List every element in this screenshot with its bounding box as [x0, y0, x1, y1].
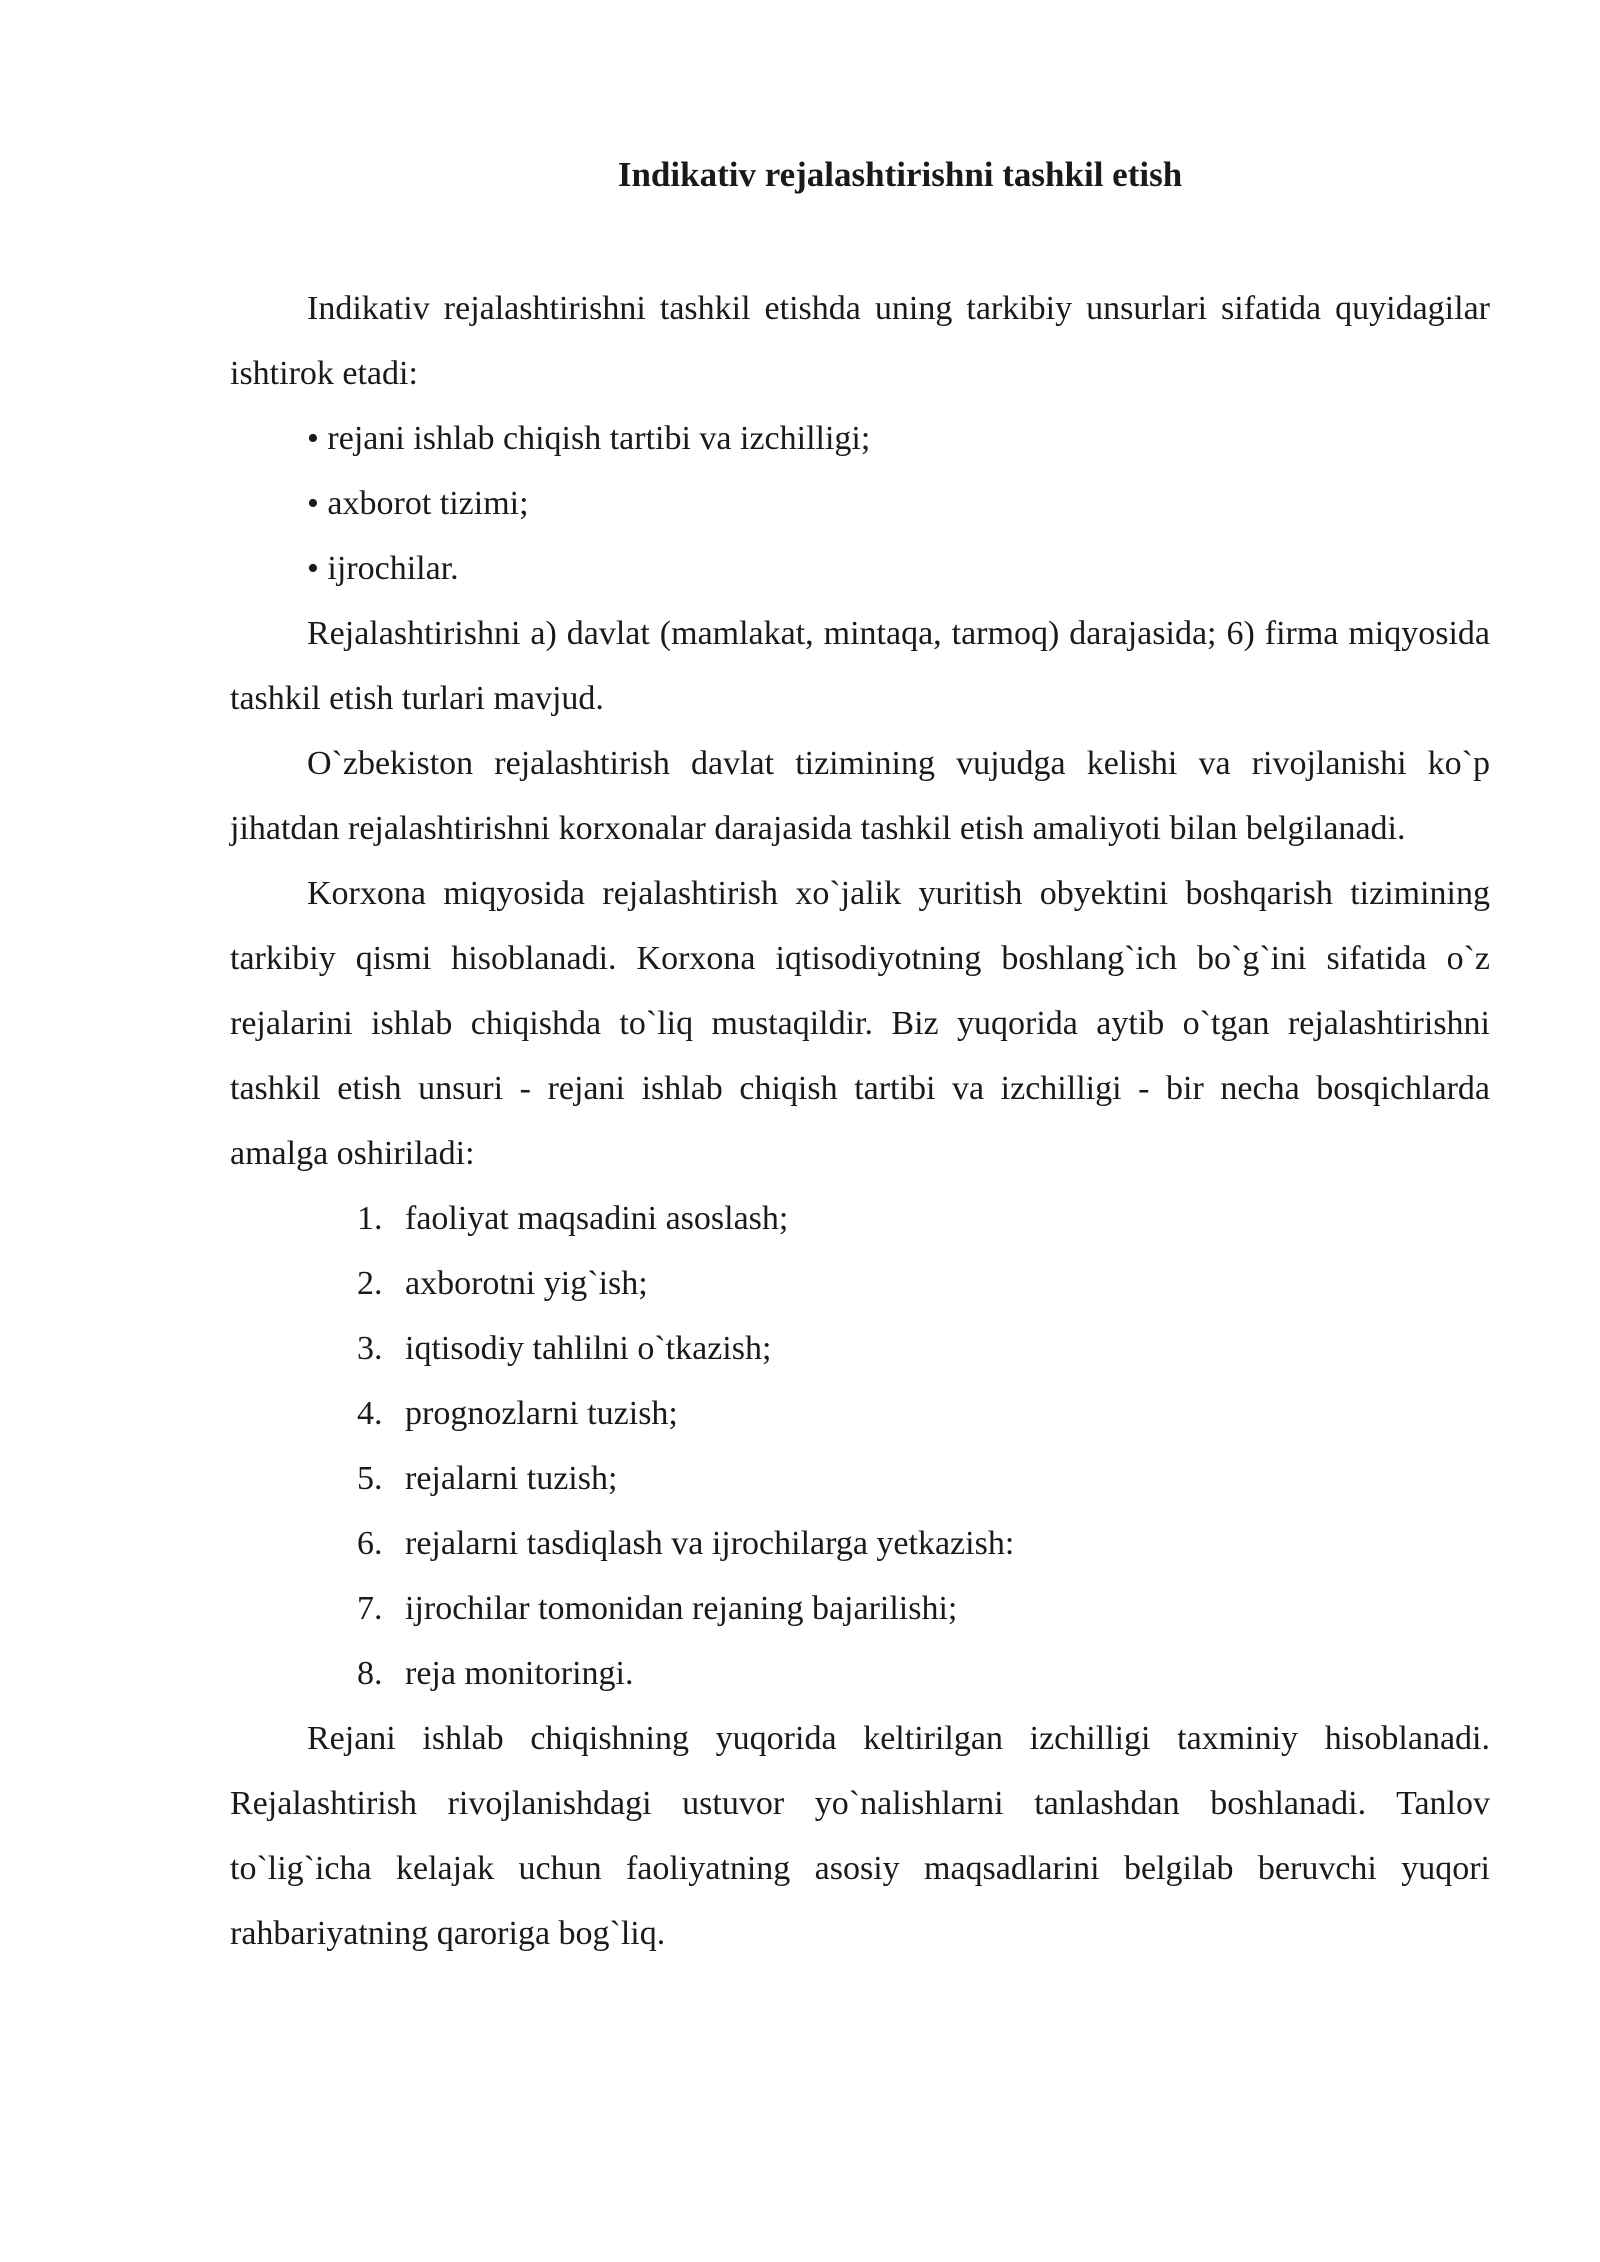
list-item	[230, 1511, 1490, 1576]
page-title: Indikativ rejalashtirishni tashkil etish	[617, 155, 1183, 194]
list-item	[230, 1641, 1490, 1706]
list-item-number: 4.	[357, 1395, 383, 1432]
list-item	[230, 1251, 1490, 1316]
list-item-text: reja monitoringi.	[405, 1655, 634, 1692]
bullet-item: • ijrochilar.	[307, 550, 459, 587]
bullet-item: • rejani ishlab chiqish tartibi va izchilligi;	[307, 420, 871, 457]
list-item-number: 5.	[357, 1460, 383, 1497]
list-item-number: 3.	[357, 1330, 383, 1367]
list-item	[230, 1316, 1490, 1381]
list-item-text: rejalarni tuzish;	[405, 1460, 618, 1497]
bullet-list	[230, 406, 1490, 601]
list-item	[230, 1446, 1490, 1511]
list-item-number: 6.	[357, 1525, 383, 1562]
paragraph-conclusion: Rejani ishlab chiqishning yuqorida keltirilgan izchilligi taxminiy hisoblanadi. Rejalashtirish rivojlanishdagi ustuvor yo`nalishlarni tanlashdan boshlanadi. Tanlov to`lig`icha kelajak uchun faoliyatning asosiy maqsadlarini belgilab beruvchi yuqori rahbariyatning qaroriga bog`liq.	[230, 1720, 1490, 1952]
list-item-text: faoliyat maqsadini asoslash;	[405, 1200, 789, 1237]
list-item-number: 7.	[357, 1590, 383, 1627]
list-item-number: 2.	[357, 1265, 383, 1302]
list-item-text: iqtisodiy tahlilni o`tkazish;	[405, 1330, 772, 1367]
list-item-text: rejalarni tasdiqlash va ijrochilarga yetkazish:	[405, 1525, 1015, 1562]
list-item	[230, 1381, 1490, 1446]
list-item	[230, 1576, 1490, 1641]
paragraph-enterprise: Korxona miqyosida rejalashtirish xo`jalik yuritish obyektini boshqarish tizimining tarkibiy qismi hisoblanadi. Korxona iqtisodiyotning boshlang`ich bo`g`ini sifatida o`z rejalarini ishlab chiqishda to`liq mustaqildir. Biz yuqorida aytib o`tgan rejalashtirishni tashkil etish unsuri - rejani ishlab chiqish tartibi va izchilligi - bir necha bosqichlarda amalga oshiriladi:	[230, 875, 1490, 1172]
list-item-text: ijrochilar tomonidan rejaning bajarilishi;	[405, 1590, 958, 1627]
list-item-text: axborotni yig`ish;	[405, 1265, 648, 1302]
list-item	[230, 1186, 1490, 1251]
list-item-text: prognozlarni tuzish;	[405, 1395, 678, 1432]
paragraph-planning-types: Rejalashtirishni a) davlat (mamlakat, mintaqa, tarmoq) darajasida; 6) firma miqyosida tashkil etish turlari mavjud.	[230, 615, 1490, 717]
planning-steps-list	[230, 1186, 1490, 1706]
paragraph-intro: Indikativ rejalashtirishni tashkil etishda uning tarkibiy unsurlari sifatida quyidagilar ishtirok etadi:	[230, 290, 1490, 392]
document-body	[230, 276, 1490, 1966]
bullet-item: • axborot tizimi;	[307, 485, 529, 522]
paragraph-uzbekistan: O`zbekiston rejalashtirish davlat tizimining vujudga kelishi va rivojlanishi ko`p jihatdan rejalashtirishni korxonalar darajasida tashkil etish amaliyoti bilan belgilanadi.	[230, 745, 1490, 847]
list-item-number: 8.	[357, 1655, 383, 1692]
list-item-number: 1.	[357, 1200, 383, 1237]
